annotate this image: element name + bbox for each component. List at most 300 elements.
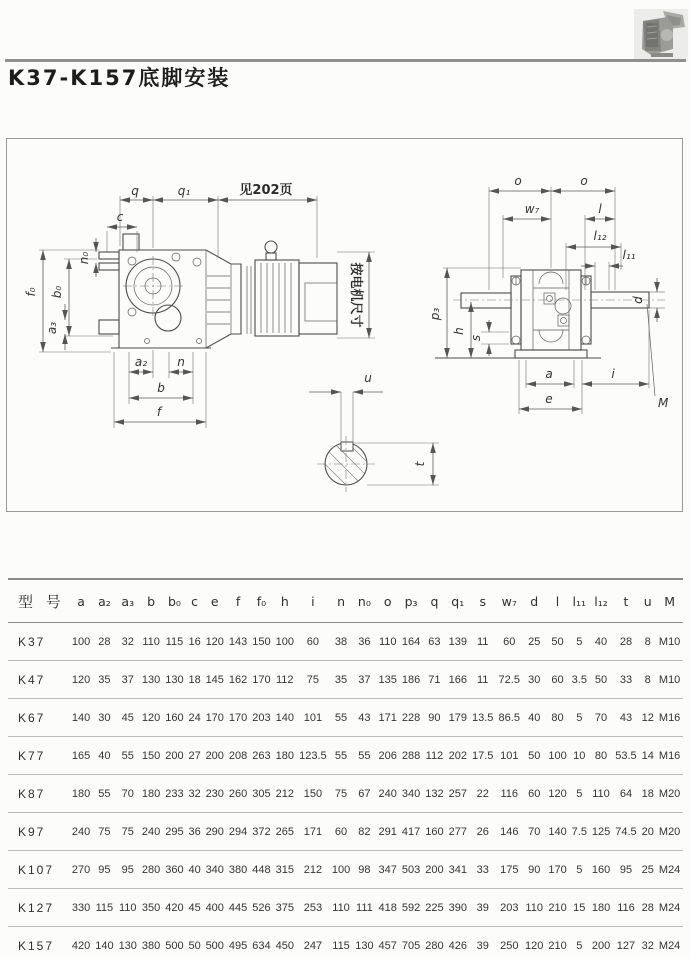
cell: 37 — [353, 661, 376, 699]
cell: 25 — [639, 851, 656, 889]
cell: 203 — [496, 889, 523, 927]
cell: 32 — [116, 623, 139, 661]
cell: 100 — [546, 737, 569, 775]
row-model: K107 — [8, 851, 69, 889]
cell: 70 — [589, 699, 612, 737]
col-header: n — [329, 579, 352, 623]
col-header: f₀ — [250, 579, 273, 623]
cell: M20 — [656, 775, 683, 813]
cell: 112 — [273, 661, 296, 699]
cell: 390 — [446, 889, 469, 927]
cell: 160 — [163, 699, 186, 737]
cell: 270 — [69, 851, 92, 889]
cell: 120 — [523, 927, 546, 959]
col-header: o — [376, 579, 399, 623]
motor-size-note: 按电机尺寸 — [348, 262, 363, 328]
cell: 110 — [376, 623, 399, 661]
cell: 25 — [523, 623, 546, 661]
dim-label-b: b — [157, 381, 165, 395]
cell: 100 — [329, 851, 352, 889]
cell: 11 — [469, 623, 496, 661]
cell: 26 — [469, 813, 496, 851]
cell: 32 — [639, 927, 656, 959]
cell: 170 — [226, 699, 249, 737]
col-header: s — [469, 579, 496, 623]
cell: 55 — [116, 737, 139, 775]
dim-label-s: s — [469, 334, 483, 342]
cell: 203 — [250, 699, 273, 737]
technical-drawing — [7, 139, 682, 511]
gearmotor-photo — [633, 5, 689, 63]
col-header: b — [139, 579, 162, 623]
shaft-section — [309, 371, 439, 496]
cell: 257 — [446, 775, 469, 813]
cell: 36 — [353, 623, 376, 661]
cell: 210 — [546, 927, 569, 959]
cell: 50 — [546, 623, 569, 661]
cell: 8 — [639, 661, 656, 699]
row-model: K127 — [8, 889, 69, 927]
cell: 280 — [423, 927, 446, 959]
cell: 71 — [423, 661, 446, 699]
cell: 225 — [423, 889, 446, 927]
cell: 100 — [273, 623, 296, 661]
cell: 112 — [423, 737, 446, 775]
cell: 179 — [446, 699, 469, 737]
cell: 101 — [296, 699, 329, 737]
cell: 120 — [69, 661, 92, 699]
cell: 75 — [296, 661, 329, 699]
left-view-motor — [247, 241, 337, 336]
dim-label-h: h — [452, 327, 466, 335]
cell: 80 — [546, 699, 569, 737]
cell: 115 — [93, 889, 116, 927]
cell: 37 — [116, 661, 139, 699]
cell: 380 — [226, 851, 249, 889]
cell: 110 — [523, 889, 546, 927]
cell: 500 — [163, 927, 186, 959]
cell: 70 — [523, 813, 546, 851]
dim-label-f: f — [156, 405, 162, 419]
cell: 208 — [226, 737, 249, 775]
cell: 50 — [186, 927, 203, 959]
cell: 20 — [639, 813, 656, 851]
left-view-housing — [99, 234, 241, 348]
cell: 206 — [376, 737, 399, 775]
col-header: a₂ — [93, 579, 116, 623]
cell: 75 — [329, 775, 352, 813]
col-header: e — [203, 579, 226, 623]
dim-label-a3: a₃ — [45, 321, 59, 335]
col-header: q — [423, 579, 446, 623]
cell: 28 — [93, 623, 116, 661]
cell: 170 — [203, 699, 226, 737]
dim-label-d: d — [631, 296, 645, 304]
cell: 17.5 — [469, 737, 496, 775]
dim-label-a: a — [545, 367, 553, 381]
cell: 212 — [273, 775, 296, 813]
cell: 115 — [329, 927, 352, 959]
cell: 120 — [139, 699, 162, 737]
dim-label-l12: l₁₂ — [593, 229, 607, 243]
cell: 80 — [589, 737, 612, 775]
cell: 210 — [546, 889, 569, 927]
cell: 55 — [329, 737, 352, 775]
cell: 5 — [569, 775, 589, 813]
cell: 53.5 — [613, 737, 640, 775]
cell: 139 — [446, 623, 469, 661]
cell: 5 — [569, 623, 589, 661]
col-header: a — [69, 579, 92, 623]
cell: 74.5 — [613, 813, 640, 851]
cell: 101 — [496, 737, 523, 775]
row-model: K87 — [8, 775, 69, 813]
cell: 305 — [250, 775, 273, 813]
table-row — [8, 623, 683, 661]
cell: 200 — [203, 737, 226, 775]
cell: 45 — [186, 889, 203, 927]
cell: 265 — [273, 813, 296, 851]
cell: 450 — [273, 927, 296, 959]
cell: 110 — [329, 889, 352, 927]
row-model: K67 — [8, 699, 69, 737]
cell: 171 — [376, 699, 399, 737]
dim-label-o-left: o — [514, 174, 522, 188]
cell: 291 — [376, 813, 399, 851]
see-page-note: 见202页 — [239, 183, 293, 198]
cell: 40 — [589, 623, 612, 661]
dim-label-l: l — [598, 202, 602, 216]
cell: 165 — [69, 737, 92, 775]
cell: 448 — [250, 851, 273, 889]
cell: 417 — [399, 813, 422, 851]
cell: 95 — [116, 851, 139, 889]
page-title: K37-K157底脚安装 — [8, 66, 231, 90]
cell: 32 — [186, 775, 203, 813]
dim-label-a2: a₂ — [134, 355, 148, 369]
cell: 180 — [273, 737, 296, 775]
cell: 290 — [203, 813, 226, 851]
col-header: w₇ — [496, 579, 523, 623]
cell: 127 — [613, 927, 640, 959]
cell: 592 — [399, 889, 422, 927]
cell: 426 — [446, 927, 469, 959]
cell: 130 — [353, 927, 376, 959]
cell: 27 — [186, 737, 203, 775]
dim-label-q1: q₁ — [177, 184, 191, 198]
cell: 18 — [639, 775, 656, 813]
cell: 250 — [496, 927, 523, 959]
dimension-table — [8, 578, 683, 959]
cell: 380 — [139, 927, 162, 959]
col-header: f — [226, 579, 249, 623]
cell: 162 — [226, 661, 249, 699]
cell: 60 — [329, 813, 352, 851]
cell: 180 — [139, 775, 162, 813]
row-model: K157 — [8, 927, 69, 959]
col-header: b₀ — [163, 579, 186, 623]
cell: 33 — [613, 661, 640, 699]
cell: 55 — [93, 775, 116, 813]
row-model: K37 — [8, 623, 69, 661]
cell: 110 — [139, 623, 162, 661]
cell: 315 — [273, 851, 296, 889]
cell: 120 — [546, 775, 569, 813]
dim-label-n: n — [177, 355, 185, 369]
cell: 11 — [469, 661, 496, 699]
dim-label-u: u — [364, 371, 372, 385]
cell: 445 — [226, 889, 249, 927]
cell: 3.5 — [569, 661, 589, 699]
cell: 50 — [589, 661, 612, 699]
table-row — [8, 813, 683, 851]
cell: 43 — [613, 699, 640, 737]
cell: 110 — [589, 775, 612, 813]
cell: 170 — [250, 661, 273, 699]
cell: 30 — [93, 699, 116, 737]
row-model: K77 — [8, 737, 69, 775]
cell: 180 — [69, 775, 92, 813]
cell: 260 — [226, 775, 249, 813]
cell: 228 — [399, 699, 422, 737]
cell: 280 — [139, 851, 162, 889]
table-row — [8, 661, 683, 699]
cell: 277 — [446, 813, 469, 851]
cell: M24 — [656, 927, 683, 959]
cell: 135 — [376, 661, 399, 699]
cell: 230 — [203, 775, 226, 813]
col-header: n₀ — [353, 579, 376, 623]
cell: 5 — [569, 927, 589, 959]
dim-label-m: M — [658, 396, 669, 410]
cell: 28 — [639, 889, 656, 927]
cell: 140 — [546, 813, 569, 851]
row-model: K47 — [8, 661, 69, 699]
cell: 90 — [523, 851, 546, 889]
cell: 212 — [296, 851, 329, 889]
cell: 340 — [399, 775, 422, 813]
cell: 170 — [546, 851, 569, 889]
table-row — [8, 889, 683, 927]
dim-label-n0: n₀ — [77, 251, 91, 265]
col-header: h — [273, 579, 296, 623]
cell: 8 — [639, 623, 656, 661]
cell: M24 — [656, 889, 683, 927]
cell: 288 — [399, 737, 422, 775]
cell: 38 — [329, 623, 352, 661]
cell: 146 — [496, 813, 523, 851]
cell: 43 — [353, 699, 376, 737]
drawing-panel — [6, 138, 683, 512]
cell: M16 — [656, 699, 683, 737]
cell: 10 — [569, 737, 589, 775]
cell: M20 — [656, 813, 683, 851]
cell: 375 — [273, 889, 296, 927]
cell: 60 — [496, 623, 523, 661]
cell: 110 — [116, 889, 139, 927]
cell: 202 — [446, 737, 469, 775]
cell: 294 — [226, 813, 249, 851]
col-header: l₁₂ — [589, 579, 612, 623]
cell: 95 — [613, 851, 640, 889]
col-header: c — [186, 579, 203, 623]
cell: 400 — [203, 889, 226, 927]
cell: 123.5 — [296, 737, 329, 775]
dim-label-p3: p₃ — [428, 307, 442, 321]
cell: 503 — [399, 851, 422, 889]
col-header: i — [296, 579, 329, 623]
table-row — [8, 927, 683, 959]
cell: 295 — [163, 813, 186, 851]
cell: 150 — [250, 623, 273, 661]
cell: M24 — [656, 851, 683, 889]
cell: 60 — [546, 661, 569, 699]
cell: 120 — [203, 623, 226, 661]
dim-label-o-right: o — [580, 174, 588, 188]
col-header: u — [639, 579, 656, 623]
cell: 12 — [639, 699, 656, 737]
cell: 35 — [329, 661, 352, 699]
cell: 200 — [163, 737, 186, 775]
cell: 86.5 — [496, 699, 523, 737]
cell: 253 — [296, 889, 329, 927]
cell: 98 — [353, 851, 376, 889]
col-header: d — [523, 579, 546, 623]
cell: 130 — [116, 927, 139, 959]
dim-label-b0: b₀ — [50, 285, 64, 299]
cell: 55 — [329, 699, 352, 737]
right-view-dimensions — [428, 174, 669, 414]
cell: 160 — [423, 813, 446, 851]
cell: 247 — [296, 927, 329, 959]
col-header: l₁₁ — [569, 579, 589, 623]
cell: 55 — [353, 737, 376, 775]
cell: 140 — [273, 699, 296, 737]
cell: 130 — [139, 661, 162, 699]
cell: 240 — [139, 813, 162, 851]
cell: 175 — [496, 851, 523, 889]
cell: 22 — [469, 775, 496, 813]
cell: 240 — [69, 813, 92, 851]
dim-label-q: q — [131, 184, 139, 198]
cell: 132 — [423, 775, 446, 813]
cell: 200 — [423, 851, 446, 889]
cell: 164 — [399, 623, 422, 661]
cell: 39 — [469, 889, 496, 927]
col-header: a₃ — [116, 579, 139, 623]
cell: 60 — [523, 775, 546, 813]
table-row — [8, 851, 683, 889]
cell: 5 — [569, 699, 589, 737]
cell: 330 — [69, 889, 92, 927]
cell: 634 — [250, 927, 273, 959]
cell: 180 — [589, 889, 612, 927]
col-header: M — [656, 579, 683, 623]
cell: 705 — [399, 927, 422, 959]
cell: 15 — [569, 889, 589, 927]
col-header: q₁ — [446, 579, 469, 623]
cell: 150 — [296, 775, 329, 813]
cell: 140 — [93, 927, 116, 959]
cell: M16 — [656, 737, 683, 775]
cell: 115 — [163, 623, 186, 661]
cell: 45 — [116, 699, 139, 737]
cell: 100 — [69, 623, 92, 661]
cell: 116 — [613, 889, 640, 927]
cell: 341 — [446, 851, 469, 889]
cell: 82 — [353, 813, 376, 851]
cell: 33 — [469, 851, 496, 889]
cell: 160 — [589, 851, 612, 889]
gearmotor-photo-art — [633, 5, 689, 63]
right-view-body — [435, 270, 665, 358]
col-header: t — [613, 579, 640, 623]
table-row — [8, 775, 683, 813]
cell: 143 — [226, 623, 249, 661]
cell: 18 — [186, 661, 203, 699]
cell: 39 — [469, 927, 496, 959]
cell: 90 — [423, 699, 446, 737]
cell: 495 — [226, 927, 249, 959]
cell: 263 — [250, 737, 273, 775]
cell: 166 — [446, 661, 469, 699]
cell: 50 — [523, 737, 546, 775]
cell: 7.5 — [569, 813, 589, 851]
cell: 14 — [639, 737, 656, 775]
cell: 125 — [589, 813, 612, 851]
cell: M10 — [656, 623, 683, 661]
cell: 35 — [93, 661, 116, 699]
cell: 40 — [523, 699, 546, 737]
cell: 350 — [139, 889, 162, 927]
cell: 457 — [376, 927, 399, 959]
cell: 186 — [399, 661, 422, 699]
dim-label-e: e — [545, 392, 553, 406]
cell: 420 — [69, 927, 92, 959]
cell: 5 — [569, 851, 589, 889]
cell: 67 — [353, 775, 376, 813]
cell: 95 — [93, 851, 116, 889]
cell: 13.5 — [469, 699, 496, 737]
cell: 28 — [613, 623, 640, 661]
cell: 500 — [203, 927, 226, 959]
dim-label-i: i — [611, 367, 615, 381]
cell: 171 — [296, 813, 329, 851]
cell: 75 — [93, 813, 116, 851]
left-view-dimensions — [24, 182, 375, 428]
cell: 24 — [186, 699, 203, 737]
cell: 116 — [496, 775, 523, 813]
cell: 40 — [186, 851, 203, 889]
cell: 233 — [163, 775, 186, 813]
cell: 72.5 — [496, 661, 523, 699]
row-model: K97 — [8, 813, 69, 851]
cell: 240 — [376, 775, 399, 813]
cell: 130 — [163, 661, 186, 699]
dim-label-w7: w₇ — [524, 202, 540, 216]
cell: 40 — [93, 737, 116, 775]
cell: 360 — [163, 851, 186, 889]
cell: 340 — [203, 851, 226, 889]
cell: 36 — [186, 813, 203, 851]
cell: 64 — [613, 775, 640, 813]
cell: 16 — [186, 623, 203, 661]
cell: 200 — [589, 927, 612, 959]
cell: 30 — [523, 661, 546, 699]
col-header: p₃ — [399, 579, 422, 623]
cell: 372 — [250, 813, 273, 851]
table-row — [8, 699, 683, 737]
